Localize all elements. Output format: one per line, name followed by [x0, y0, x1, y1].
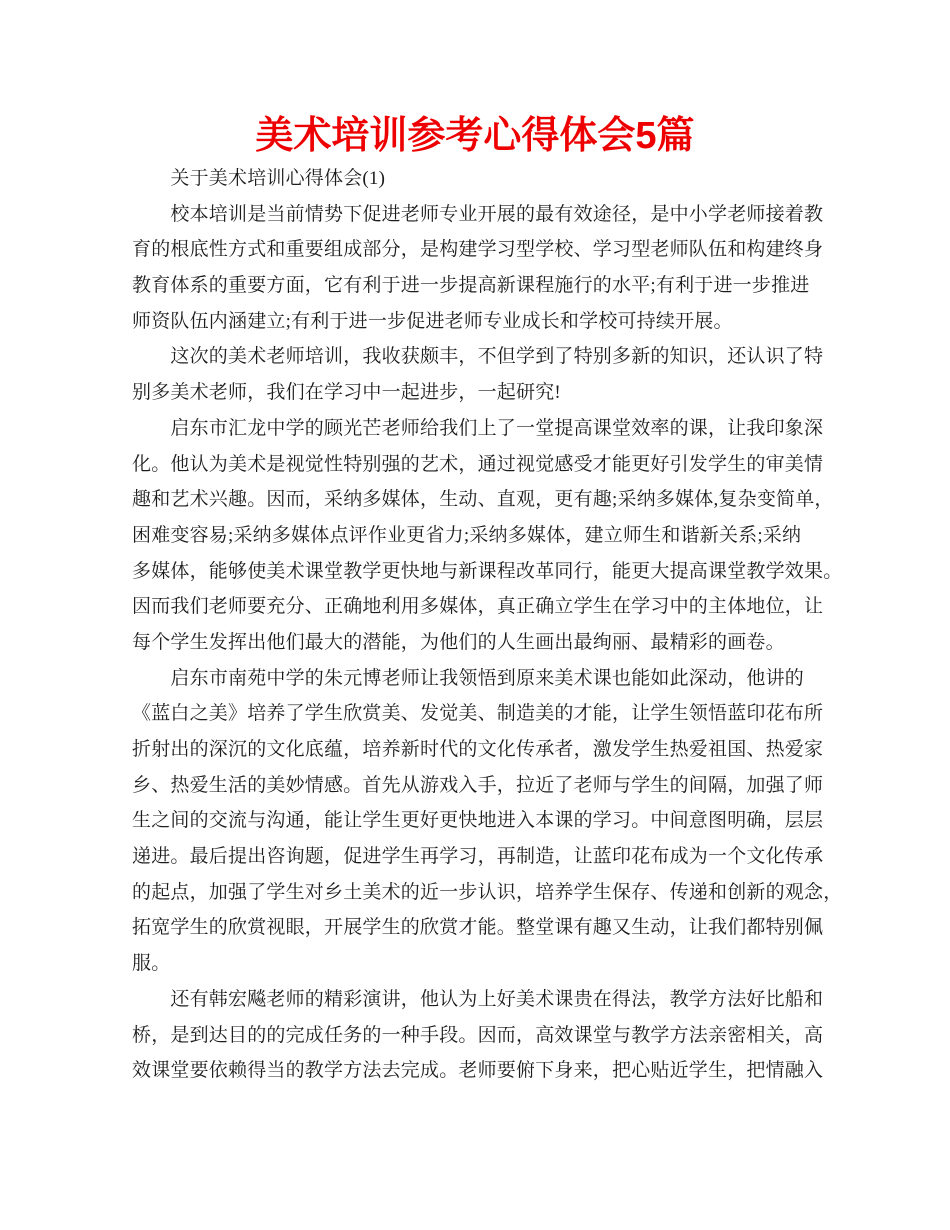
- text-line: 启东市南苑中学的朱元博老师让我领悟到原来美术课也能如此深动，他讲的: [132, 667, 805, 689]
- text-line: 乡、热爱生活的美妙情感。首先从游戏入手，拉近了老师与学生的间隔，加强了师: [132, 774, 824, 796]
- text-line: 因而我们老师要充分、正确地利用多媒体，真正确立学生在学习中的主体地位，让: [132, 596, 824, 618]
- text-line: 递进。最后提出咨询题，促进学生再学习，再制造，让蓝印花布成为一个文化传承: [132, 846, 824, 868]
- document-body: [132, 161, 843, 1089]
- text-line: 别多美术老师，我们在学习中一起进步，一起研究!: [132, 382, 561, 404]
- text-line: 校本培训是当前情势下促进老师专业开展的最有效途径，是中小学老师接着教: [132, 203, 824, 225]
- text-line: 困难变容易;采纳多媒体点评作业更省力;采纳多媒体，建立师生和谐新关系;采纳: [132, 524, 802, 546]
- text-line: 启东市汇龙中学的顾光芒老师给我们上了一堂提高课堂效率的课，让我印象深: [132, 417, 824, 439]
- text-line: 《蓝白之美》培养了学生欣赏美、发觉美、制造美的才能，让学生领悟蓝印花布所: [132, 703, 824, 725]
- text-line: 还有韩宏飚老师的精彩演讲，他认为上好美术课贵在得法，教学方法好比船和: [132, 988, 824, 1010]
- text-line: 师资队伍内涵建立;有利于进一步促进老师专业成长和学校可持续开展。: [132, 310, 733, 332]
- text-line: 每个学生发挥出他们最大的潜能，为他们的人生画出最绚丽、最精彩的画卷。: [132, 631, 785, 653]
- text-line: 育的根底性方式和重要组成部分，是构建学习型学校、学习型老师队伍和构建终身: [132, 239, 824, 261]
- document-title: 美术培训参考心得体会5篇: [255, 115, 695, 157]
- text-line: 关于美术培训心得体会(1): [132, 168, 386, 189]
- text-line: 教育体系的重要方面，它有利于进一步提高新课程施行的水平;有利于进一步推进: [132, 275, 810, 297]
- text-line: 效课堂要依赖得当的教学方法去完成。老师要俯下身来，把心贴近学生，把情融入: [132, 1060, 824, 1082]
- text-line: 拓宽学生的欣赏视眼，开展学生的欣赏才能。整堂课有趣又生动，让我们都特别佩: [132, 917, 824, 939]
- text-line: 这次的美术老师培训，我收获颇丰，不但学到了特别多新的知识，还认识了特: [132, 346, 824, 368]
- text-line: 趣和艺术兴趣。因而，采纳多媒体，生动、直观，更有趣;采纳多媒体,复杂变简单，: [132, 489, 834, 511]
- text-line: 多媒体，能够使美术课堂教学更快地与新课程改革同行，能更大提高课堂教学效果。: [132, 560, 843, 582]
- text-line: 折射出的深沉的文化底蕴，培养新时代的文化传承者，激发学生热爱祖国、热爱家: [132, 739, 824, 760]
- text-line: 服。: [132, 953, 171, 975]
- text-line: 的起点，加强了学生对乡土美术的近一步认识，培养学生保存、传递和创新的观念，: [132, 881, 843, 903]
- text-line: 生之间的交流与沟通，能让学生更好更快地进入本课的学习。中间意图明确，层层: [132, 810, 824, 832]
- text-line: 化。他认为美术是视觉性特别强的艺术，通过视觉感受才能更好引发学生的审美情: [132, 453, 824, 475]
- text-line: 桥，是到达目的的完成任务的一种手段。因而，高效课堂与教学方法亲密相关，高: [132, 1024, 824, 1046]
